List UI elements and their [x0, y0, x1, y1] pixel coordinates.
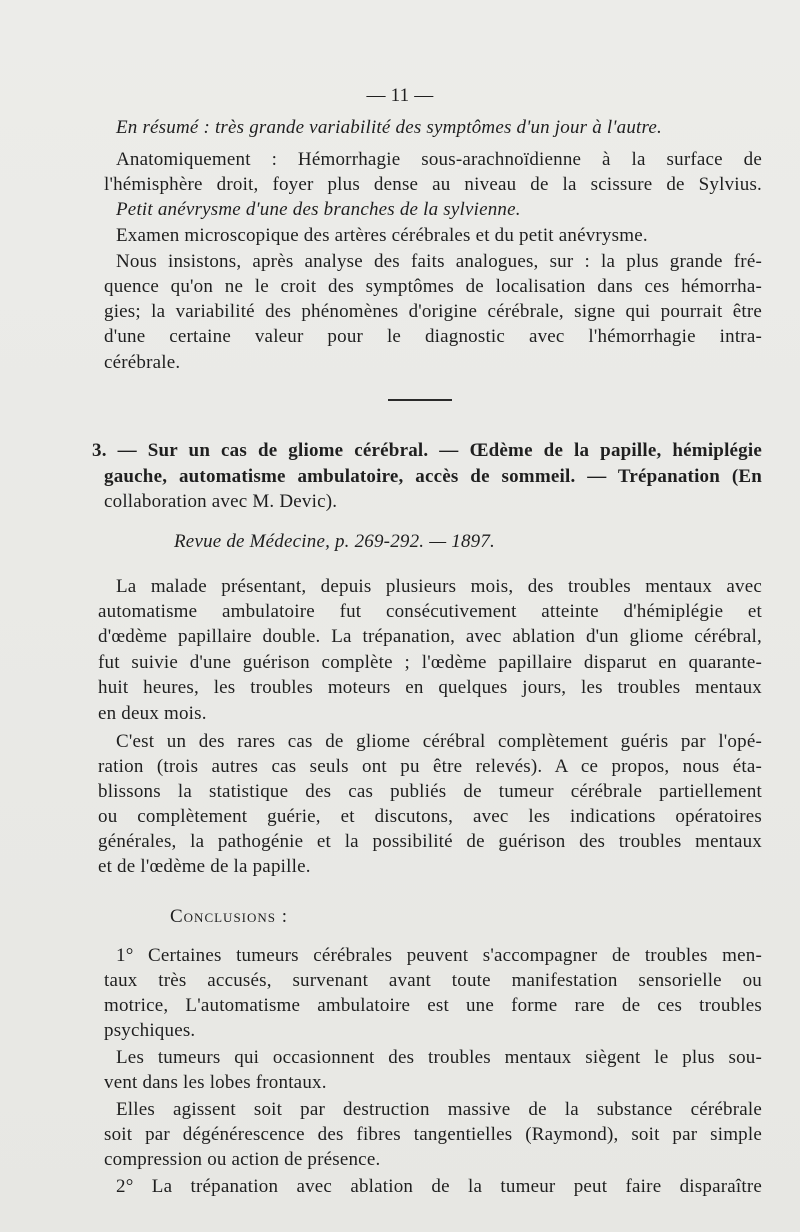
mechanism-line-2: soit par dégénérescence des fibres tangentielles (Raymond), soit par simple [104, 1124, 762, 1145]
conclusion-1-line-3: motrice, L'automatisme ambulatoire est une forme rare de ces troubles [104, 995, 762, 1016]
conclusion-1-line-2: taux très accusés, survenant avant toute manifestation sensorielle ou [104, 970, 762, 991]
abstract-line-3: d'œdème papillaire double. La trépanation, avec ablation d'un gliome cérébral, [98, 626, 762, 647]
abstract-line-6: en deux mois. [98, 703, 207, 724]
abstract-line-5: huit heures, les troubles moteurs en quelques jours, les troubles mentaux [98, 677, 762, 698]
discussion-line-1: C'est un des rares cas de gliome cérébral complètement guéris par l'opé- [116, 731, 762, 752]
conclusions-heading: Conclusions : [170, 906, 289, 927]
tumors-line-1: Les tumeurs qui occasionnent des troubles mentaux siègent le plus sou- [116, 1047, 762, 1068]
anatomy-line-2: l'hémisphère droit, foyer plus dense au niveau de la scissure de Sylvius. [104, 174, 762, 195]
mechanism-line-1: Elles agissent soit par destruction massive de la substance cérébrale [116, 1099, 762, 1120]
summary-line: En résumé : très grande variabilité des symptômes d'un jour à l'autre. [116, 117, 662, 138]
mechanism-line-3: compression ou action de présence. [104, 1149, 381, 1170]
abstract-line-2: automatisme ambulatoire fut consécutivement atteinte d'hémiplégie et [98, 601, 762, 622]
anatomy-line-1: Anatomiquement : Hémorrhagie sous-arachnoïdienne à la surface de [116, 149, 762, 170]
insist-line-2: quence qu'on ne le croit des symptômes de localisation dans ces hémorrha- [104, 276, 762, 297]
insist-line-1: Nous insistons, après analyse des faits analogues, sur : la plus grande fré- [116, 251, 762, 272]
discussion-line-5: générales, la pathogénie et la possibilité de guérison des troubles mentaux [98, 831, 762, 852]
section-3-heading-3: collaboration avec M. Devic). [104, 491, 338, 512]
abstract-line-1: La malade présentant, depuis plusieurs mois, des troubles mentaux avec [116, 576, 762, 597]
conclusion-1-line-1: 1° Certaines tumeurs cérébrales peuvent s'accompagner de troubles men- [116, 945, 762, 966]
insist-line-5: cérébrale. [104, 352, 181, 373]
section-3-heading-1: 3. — Sur un cas de gliome cérébral. — Œdème de la papille, hémiplégie [92, 440, 762, 461]
discussion-line-2: ration (trois autres cas seuls ont pu être relevés). A ce propos, nous éta- [98, 756, 762, 777]
tumors-line-2: vent dans les lobes frontaux. [104, 1072, 327, 1093]
discussion-line-3: blissons la statistique des cas publiés de tumeur cérébrale partiellement [98, 781, 762, 802]
insist-line-3: gies; la variabilité des phénomènes d'origine cérébrale, signe qui pourrait être [104, 301, 762, 322]
conclusion-2-line-1: 2° La trépanation avec ablation de la tumeur peut faire disparaître [116, 1176, 762, 1197]
anatomy-line-3: Petit anévrysme d'une des branches de la sylvienne. [116, 199, 521, 220]
abstract-line-4: fut suivie d'une guérison complète ; l'œdème papillaire disparut en quarante- [98, 652, 762, 673]
microscopy-line: Examen microscopique des artères cérébrales et du petit anévrysme. [116, 225, 648, 246]
discussion-line-6: et de l'œdème de la papille. [98, 856, 311, 877]
section-3-heading-2: gauche, automatisme ambulatoire, accès de sommeil. — Trépanation (En [104, 466, 762, 487]
page-number: — 11 — [366, 85, 434, 106]
discussion-line-4: ou complètement guérie, et discutons, avec les indications opératoires [98, 806, 762, 827]
journal-reference: Revue de Médecine, p. 269-292. — 1897. [174, 531, 495, 552]
conclusion-1-line-4: psychiques. [104, 1020, 196, 1041]
section-divider [388, 399, 452, 401]
insist-line-4: d'une certaine valeur pour le diagnostic avec l'hémorrhagie intra- [104, 326, 762, 347]
